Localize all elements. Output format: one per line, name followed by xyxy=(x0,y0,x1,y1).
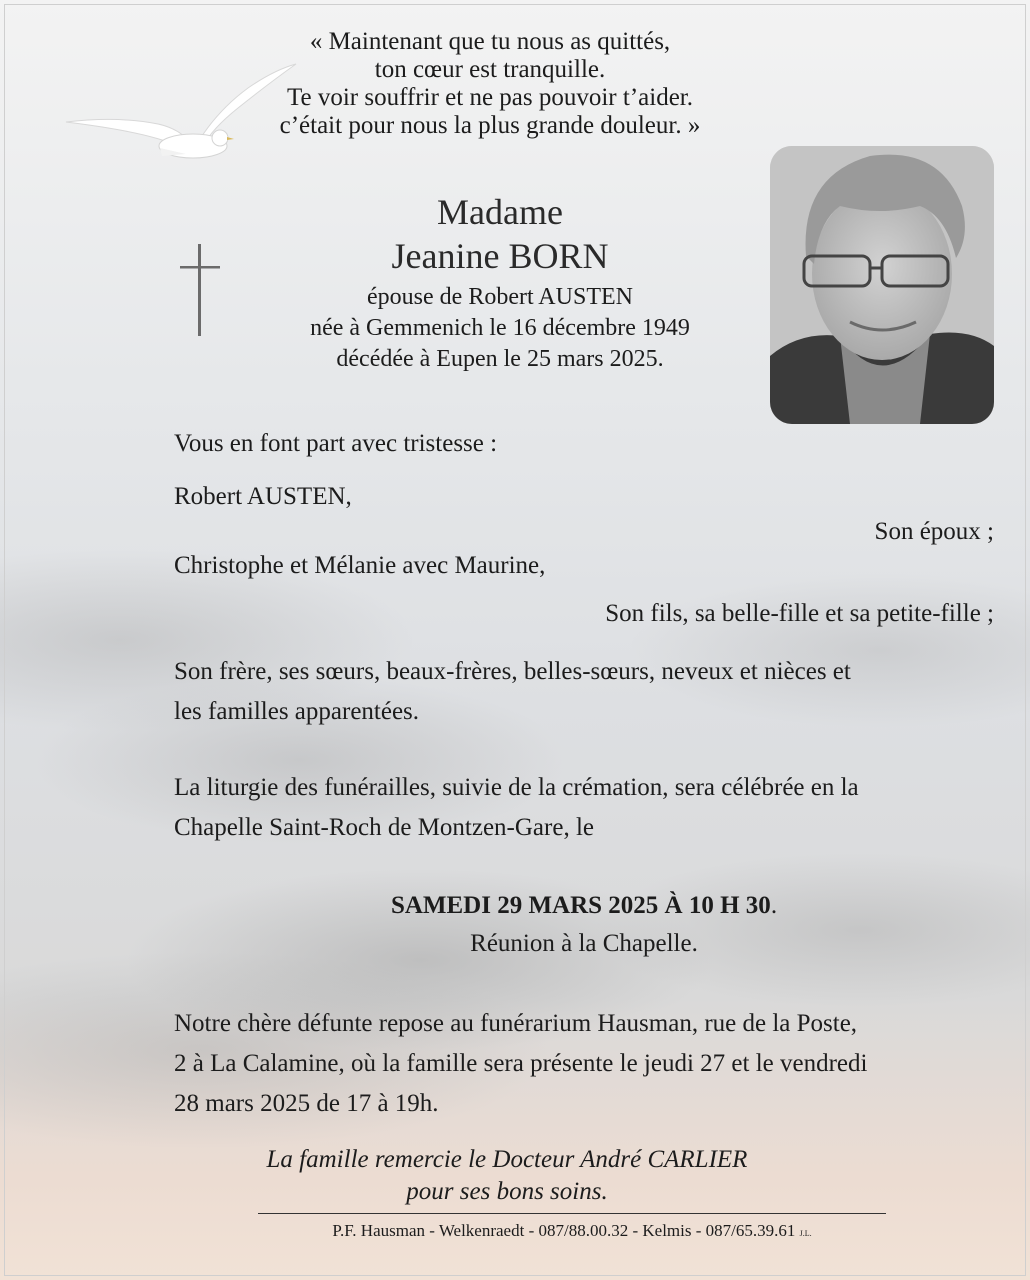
quote-line: Te voir souffrir et ne pas pouvoir t’aider. xyxy=(286,84,693,111)
ceremony-date: SAMEDI 29 MARS 2025 À 10 H 30 xyxy=(390,892,771,919)
family-member-name: Robert AUSTEN, xyxy=(174,483,352,510)
meeting-place: Réunion à la Chapelle. xyxy=(470,930,698,957)
cross-icon xyxy=(178,244,222,336)
portrait-image xyxy=(770,146,994,424)
footer-mark: J.L. xyxy=(799,1229,812,1238)
visitation-line: Notre chère défunte repose au funérarium Hausman, rue de la Poste, xyxy=(174,1010,858,1037)
quote-line: ton cœur est tranquille. xyxy=(374,56,606,83)
visitation-line: 28 mars 2025 de 17 à 19h. xyxy=(174,1090,439,1117)
ceremony-date-line xyxy=(174,886,994,926)
birth-line: née à Gemmenich le 16 décembre 1949 xyxy=(310,315,690,341)
epitaph-quote xyxy=(240,28,740,140)
quote-line: c’était pour nous la plus grande douleur. » xyxy=(279,112,701,139)
extended-family xyxy=(174,652,994,732)
deceased-title xyxy=(300,190,700,278)
deceased-name: Jeanine BORN xyxy=(391,236,609,276)
ceremony-line: La liturgie des funérailles, suivie de la crémation, sera célébrée en la xyxy=(174,774,859,801)
family-member-relation: Son fils, sa belle-fille et sa petite-fille ; xyxy=(605,600,994,627)
ceremony-date-suffix: . xyxy=(770,892,778,919)
extended-family-line: les familles apparentées. xyxy=(174,698,420,725)
death-line: décédée à Eupen le 25 mars 2025. xyxy=(336,346,664,372)
footer-divider xyxy=(258,1213,886,1214)
thanks-line: La famille remercie le Docteur André CARLIER xyxy=(266,1146,748,1173)
salutation: Madame xyxy=(437,192,563,232)
family-member-name: Christophe et Mélanie avec Maurine, xyxy=(174,552,546,579)
funeral-home-contact: P.F. Hausman - Welkenraedt - 087/88.00.32 - Kelmis - 087/65.39.61 xyxy=(332,1221,796,1240)
extended-family-line: Son frère, ses sœurs, beaux-frères, belles-sœurs, neveux et nièces et xyxy=(174,658,851,685)
thanks-line: pour ses bons soins. xyxy=(406,1178,608,1205)
thanks-text xyxy=(174,1144,994,1208)
footer xyxy=(258,1220,886,1245)
ceremony-line: Chapelle Saint-Roch de Montzen-Gare, le xyxy=(174,814,594,841)
ceremony-text xyxy=(174,768,994,848)
visitation-line: 2 à La Calamine, où la famille sera présente le jeudi 27 et le vendredi xyxy=(174,1050,868,1077)
visitation-text xyxy=(174,1004,994,1124)
portrait-photo xyxy=(770,146,994,424)
quote-line: « Maintenant que tu nous as quittés, xyxy=(309,28,671,55)
deceased-details xyxy=(270,282,730,375)
intro-line: Vous en font part avec tristesse : xyxy=(174,430,498,457)
family-member-relation: Son époux ; xyxy=(874,518,994,545)
spouse-line: épouse de Robert AUSTEN xyxy=(367,284,633,310)
